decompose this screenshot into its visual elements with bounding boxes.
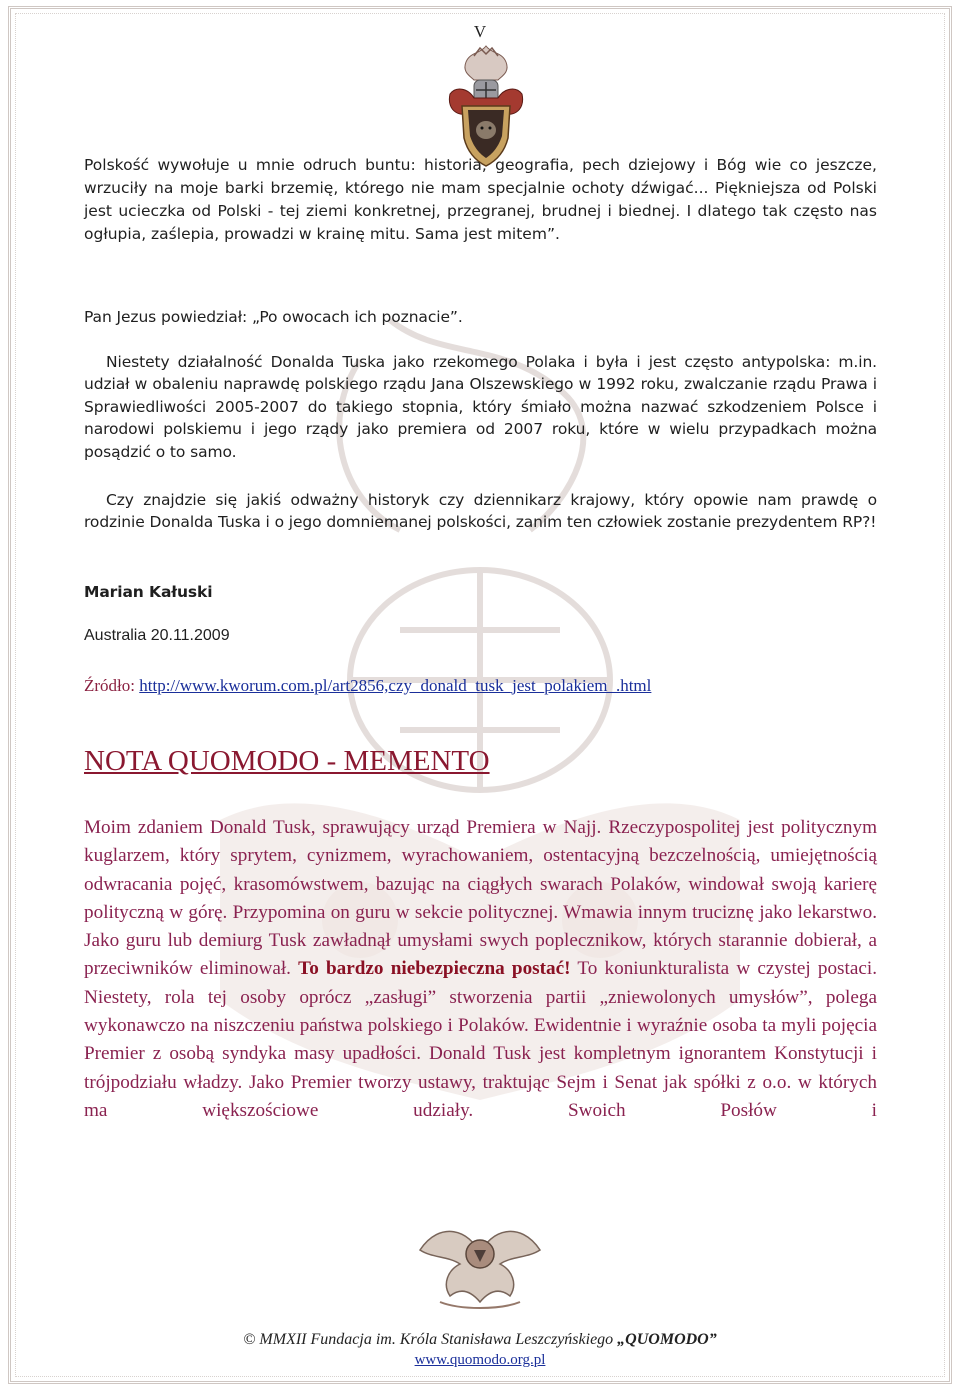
intro-paragraph: Polskość wywołuje u mnie odruch buntu: historia, geografia, pech dziejowy i Bóg wie co jeszcze, wrzuciły na moje barki brzemię, którego nie mam specjalnie ochoty dźwigać... Piękniejsza od Polski jest ucieczka od Polski - tej ziemi konkretnej, przegranej, brudnej i biednej. I dlatego tak często nas ogłupia, zaślepia, prowadzi w krainę mitu. Sama jest mitem”. — [84, 156, 877, 243]
source-label: Źródło: — [84, 676, 140, 695]
nota-body-part2: To koniunkturalista w czystej postaci. Niestety, rola tej osoby oprócz „zasługi” stworzenia partii „zniewolonych umysłów”, polega wykonawczo na niszczeniu państwa polskiego i Polaków. Ewidentnie i wyraźnie osoba ta myli pojęcia Premier z osobą syndyka masy upadłości. Donald Tusk jest kompletnym ignorantem Konstytucji i trójpodziału władzy. Jako Premier tworzy ustawy, traktując Sejm i Senat jak spółki z o.o. w których ma większościowe udziały. Swoich Posłów i — [84, 958, 877, 1121]
source-line — [84, 676, 877, 696]
nota-highlight: To bardzo niebezpieczna postać! — [298, 958, 571, 980]
nota-body — [84, 814, 877, 1125]
tusk-activity-paragraph: Niestety działalność Donalda Tuska jako rzekomego Polaka i była i jest często antypolska: m.in. udział w obaleniu naprawdę polskiego rządu Jana Olszewskiego w 1992 roku, zwalczanie rządu Prawa i Sprawiedliwości 2005-2007 do takiego stopnia, który śmiało można nazwać szkodzeniem Polsce i narodowi polskiemu i jego rządy jako premiera od 2007 roku, które w wielu przypadkach można posądzić o to samo. — [84, 353, 877, 461]
author-name: Marian Kałuski — [84, 583, 213, 601]
place-date: Australia 20.11.2009 — [84, 627, 230, 644]
footer-website — [0, 1352, 960, 1369]
footer-copyright — [0, 1331, 960, 1349]
nota-body-part1: Moim zdaniem Donald Tusk, sprawujący urząd Premiera w Najj. Rzeczypospolitej jest politycznym kuglarzem, który sprytem, cynizmem, wyrachowaniem, ostentacyjną bezczelnością, umiejętnością odwracania pojęć, krasomówstwem, bazując na ciągłych swarach Polaków, windował swoją karierę polityczną w górę. Przypomina on guru w sekcie politycznej. Wmawia innym truciznę jako lekarstwo. Jako guru lub demiurg Tusk zawładnął umysłami swych poplecznikow, których starannie dobierał, a przeciwników eliminował. — [84, 817, 877, 980]
page-number: V — [473, 22, 487, 41]
website-link[interactable]: www.quomodo.org.pl — [414, 1352, 546, 1368]
foundation-brand: „QUOMODO” — [617, 1331, 717, 1348]
question-paragraph: Czy znajdzie się jakiś odważny historyk czy dziennikarz krajowy, który opowie nam prawdę o rodzinie Donalda Tuska i o jego domniemanej polskości, zanim ten człowiek zostanie prezydentem RP?! — [84, 491, 877, 532]
copyright-text: © MMXII Fundacja im. Króla Stanisława Leszczyńskiego — [243, 1331, 618, 1348]
coat-of-arms-icon — [440, 42, 532, 170]
eagle-emblem-icon — [400, 1210, 560, 1320]
source-link[interactable]: http://www.kworum.com.pl/art2856,czy_donald_tusk_jest_polakiem_.html — [139, 676, 652, 695]
nota-heading: NOTA QUOMODO - MEMENTO — [84, 745, 490, 777]
jesus-quote: Pan Jezus powiedział: „Po owocach ich poznacie”. — [84, 308, 463, 326]
